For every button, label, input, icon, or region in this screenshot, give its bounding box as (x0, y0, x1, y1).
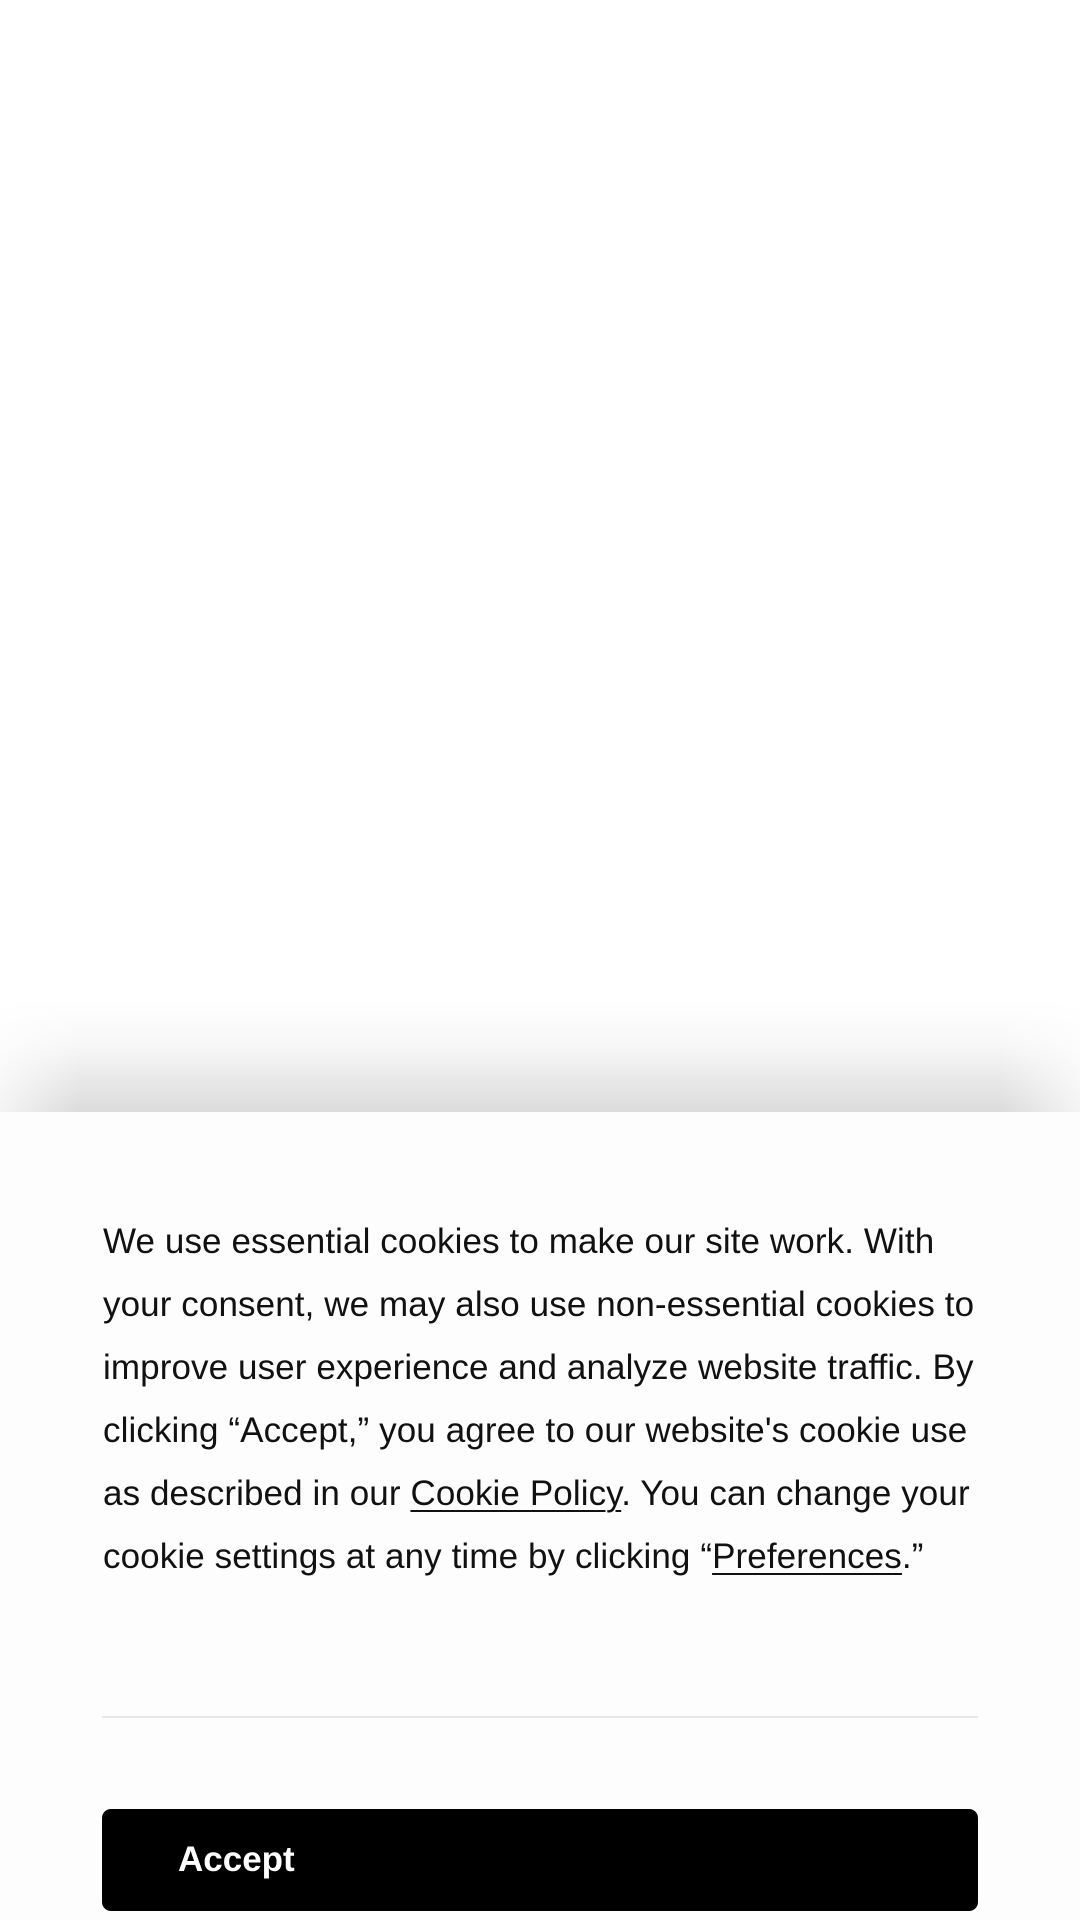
divider (102, 1716, 978, 1718)
cookie-policy-link[interactable]: Cookie Policy (410, 1474, 622, 1513)
cookie-message-text-2: . You can change your cookie settings at any time by clicking “ (103, 1474, 970, 1576)
cookie-message-text-3: .” (901, 1537, 924, 1576)
cookie-consent-banner (0, 1112, 1080, 1920)
banner-shadow (0, 1000, 1080, 1112)
cookie-message-text-1: We use essential cookies to make our site work. With your consent, we may also use non-essential cookies to improve user experience and analyze website traffic. By clicking “Accept,” you agree to our website's cookie use as described in our (103, 1222, 975, 1513)
cookie-consent-message (103, 1210, 983, 1588)
preferences-link[interactable]: Preferences (712, 1537, 902, 1576)
accept-button[interactable]: Accept (102, 1809, 978, 1911)
